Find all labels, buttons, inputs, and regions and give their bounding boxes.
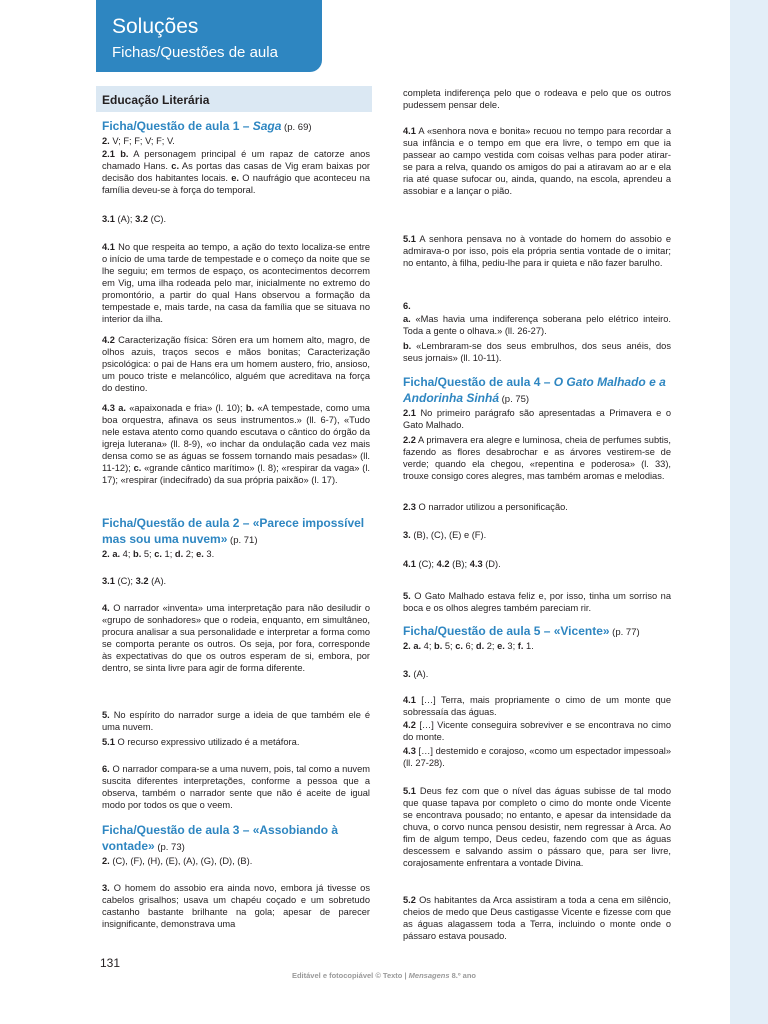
heading-ficha-5: Ficha/Questão de aula 5 – «Vicente» (p. 77) [403,624,640,638]
answer-3-2: 2. (C), (F), (H), (E), (A), (G), (D), (B). [102,856,253,866]
heading-ficha-3: Ficha/Questão de aula 3 – «Assobiando à vontade» (p. 73) [102,823,339,853]
answer-3-3-continued: completa indiferença pelo que o rodeava e pelo que os outros pudessem pensar dele. [403,88,671,111]
answer-5-3: 3. (A). [403,669,429,679]
header-title: Soluções [112,15,199,38]
side-stripe [730,0,768,1024]
answer-4-5: 5. O Gato Malhado estava feliz e, por isso, tinha um sorriso na boca e os olhos alegres também pareciam rir. [403,591,671,614]
header-subtitle: Fichas/Questões de aula [112,44,278,61]
answer-4-2-3: 2.3 O narrador utilizou a personificação. [403,502,568,512]
heading-ficha-4: Ficha/Questão de aula 4 – O Gato Malhado e a Andorinha Sinhá (p. 75) [403,375,666,405]
answer-1-4-2: 4.2 Caracterização física: Sören era um homem alto, magro, de olhos azuis, traços secos e mãos bonitas; Caracterização psicológica: o pai de Hans era um homem austero, frio, ansioso, um pouco triste e melancólico, alguém que acreditava na força do destino. [102,335,370,394]
section-title: Educação Literária [102,93,210,107]
answer-1-3: 3.1 (A); 3.2 (C). [102,214,167,224]
answer-4-3: 3. (B), (C), (E) e (F). [403,530,487,540]
answer-3-3: 3. O homem do assobio era ainda novo, embora já tivesse os cabelos grisalhos; usava um chapéu coçado e um sobretudo castanho bastante brilhante na gola; apesar de parecer insignificante, demonstrava uma [102,883,370,930]
heading-ficha-1: Ficha/Questão de aula 1 – Saga (p. 69) [102,119,312,133]
answer-2-5: 5. No espírito do narrador surge a ideia de que também ele é uma nuvem. [102,710,370,733]
answer-1-2: 2. V; F; F; V; F; V. [102,136,175,146]
answer-3-6-a: a. «Mas havia uma indiferença soberana pelo elétrico inteiro. Toda a gente o olhava.» (ll. 26-27). [403,314,671,337]
answer-2-5-1: 5.1 O recurso expressivo utilizado é a metáfora. [102,737,300,747]
answer-4-2-2: 2.2 A primavera era alegre e luminosa, cheia de perfumes subtis, fazendo as flores desabrochar e as árvores vestirem-se de verde; quando ela chegou, «repentina e poderosa» (l. 33), trouxe consigo cores alegres, mas também aromas e melodias. [403,435,671,482]
answer-1-4-3: 4.3 a. «apaixonada e fria» (l. 10); b. «A tempestade, como uma boa orquestra, afinava os seus instrumentos.» (ll. 6-7), «Tudo nele estava atento como quando escutava o cântico do órgão da igreja luterana» (ll. 8-9), «o inchar da ondulação cada vez mais densa como se as águas se fossem tornando mais pesadas» (ll. 11-12); c. «grande cântico marítimo» (l. 8); «respirar da vaga» (l. 17); «respirar (indecifrado) da sua própria paixão» (l. 17). [102,403,370,486]
answer-3-4-1: 4.1 A «senhora nova e bonita» recuou no tempo para recordar a sua infância e o tempo em que era livre, o tempo em que ia passear ao campo vestida com coisas velhas para poder atirar-se para a relva, quando os amigos do pai a atiravam ao ar e ela ria até quase sufocar ou, ainda, quando, na escola, aprendeu a assobiar e a lançar o pião. [403,126,671,197]
answer-3-6: 6. [403,301,411,311]
answer-5-4-3: 4.3 […] destemido e corajoso, «como um espectador impessoal» (ll. 27-28). [403,746,671,769]
page-number: 131 [100,956,121,970]
answer-5-4-1: 4.1 […] Terra, mais propriamente o cimo de um monte que sobressaía das águas. [403,695,671,718]
section-heading-box [96,86,372,112]
answer-5-4-2: 4.2 […] Vicente conseguira sobreviver e se encontrava no cimo do monte. [403,720,671,743]
answer-4-4: 4.1 (C); 4.2 (B); 4.3 (D). [403,559,501,569]
header-banner [96,0,322,72]
answer-3-5-1: 5.1 A senhora pensava no à vontade do homem do assobio e admirava-o por isso, pois ela própria sentia vontade de o imitar; no entanto, à filha, pediu-lhe para ir quieta e não fazer barulho. [403,234,671,269]
answer-2-6: 6. O narrador compara-se a uma nuvem, pois, tal como a nuvem suscita diferentes interpretações, conforme a pessoa que a observa, também o narrador sente que não é aceite de igual modo por todos os que o veem. [102,764,370,811]
answer-2-4: 4. O narrador «inventa» uma interpretação para não desiludir o «grupo de sonhadores» que o rodeia, enquanto, em simultâneo, procura analisar a sua personalidade e interpretar a forma como se comporta perante os outros. Os seja, por fora, corresponde às expectativas do que os outros esperam de si, embora, por dentro, se sinta livre para agir de forma diferente. [102,603,370,674]
footer-credit: Editável e fotocopiável © Texto | Mensagens 8.º ano [291,971,477,980]
answer-2-3: 3.1 (C); 3.2 (A). [102,576,167,586]
answer-5-5-1: 5.1 Deus fez com que o nível das águas subisse de tal modo que quase tapava por completo o cimo do monte onde Vicente se encontrava pousado; no entanto, e apesar da intensidade da chuva, o corvo nunca pensou desistir, nem regressar à Arca. Ao fim de algum tempo, Deus cedeu, fazendo com que as águas descessem e salvando assim o pássaro que, para ser livre, corajosamente enfrentara a vontade Divina. [403,786,671,869]
answer-3-6-b: b. «Lembraram-se dos seus embrulhos, dos seus anéis, dos seus jornais» (ll. 10-11). [403,341,671,364]
answer-2-2: 2. a. 4; b. 5; c. 1; d. 2; e. 3. [102,549,215,559]
answer-5-2: 2. a. 4; b. 5; c. 6; d. 2; e. 3; f. 1. [403,641,534,651]
answer-1-4-1: 4.1 No que respeita ao tempo, a ação do texto localiza-se entre o início de uma tarde de tempestade e o começo da noite que se lhe seguiu; em termos de espaço, os acontecimentos decorrem em Vig, uma ilha rodeada pelo mar, inicialmente no extremo do promontório, a partir do qual Hans observou a formação da tempestade e, mais tarde, na casa da família que se situava no interior da ilha. [102,242,370,325]
answer-4-2-1: 2.1 No primeiro parágrafo são apresentadas a Primavera e o Gato Malhado. [403,408,671,431]
answer-1-2-1: 2.1 b. A personagem principal é um rapaz de catorze anos chamado Hans. c. As portas das casas de Vig eram baixas por decisão dos habitantes locais. e. O naufrágio que aconteceu na família deveu-se à força do temporal. [102,149,370,196]
answer-5-5-2: 5.2 Os habitantes da Arca assistiram a toda a cena em silêncio, cheios de medo que Deus castigasse Vicente e fizesse com que as águas alagassem toda a Terra, incluindo o monte onde o pássaro estava pousado. [403,895,671,942]
heading-ficha-2: Ficha/Questão de aula 2 – «Parece impossível mas sou uma nuvem» (p. 71) [102,516,365,546]
